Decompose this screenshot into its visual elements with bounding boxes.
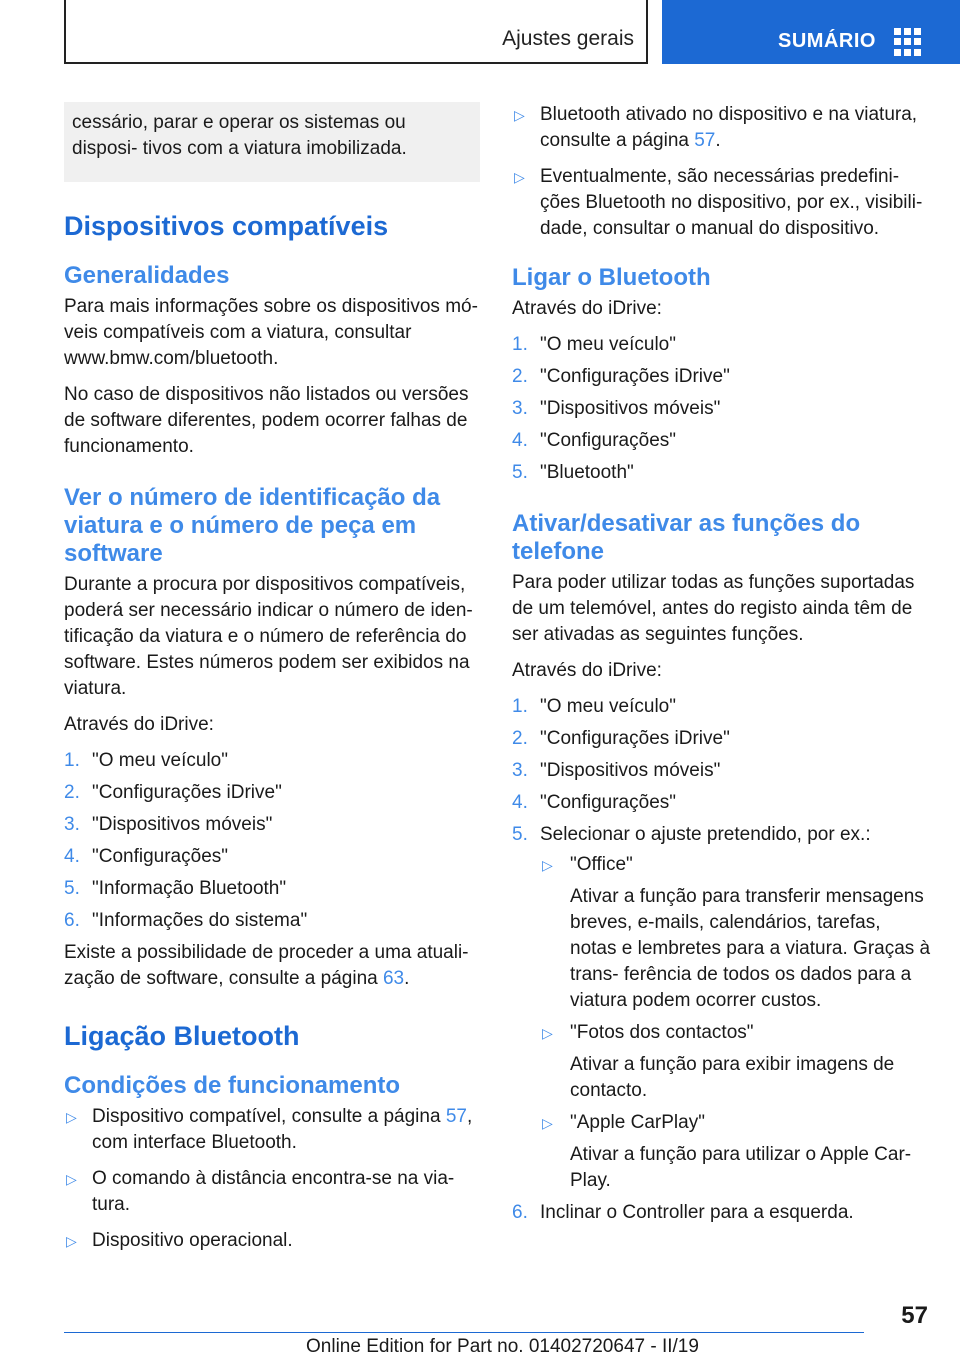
- page-link[interactable]: 63: [382, 968, 405, 989]
- paragraph: Para poder utilizar todas as funções suportadas de um telemóvel, antes do registo ainda têm de ser ativadas as seguintes funções.: [512, 572, 915, 645]
- section-header-box: [64, 0, 648, 64]
- list-item: 2. "Configurações iDrive": [512, 728, 730, 749]
- option-item: ▷ "Apple CarPlay" Ativar a função para utilizar o Apple Car- Play.: [542, 1112, 912, 1191]
- option-item: ▷ "Fotos dos contactos" Ativar a função para exibir imagens de contacto.: [542, 1022, 895, 1101]
- steps-list: [64, 748, 480, 934]
- list-item: ▷ O comando à distância encontra-se na via- tura.: [66, 1168, 455, 1215]
- conditions-list: [64, 1104, 480, 1254]
- paragraph: Através do iDrive:: [512, 660, 662, 681]
- triangle-right-icon: ▷: [66, 1233, 77, 1249]
- list-item: 4. "Configurações": [512, 430, 677, 451]
- grid-icon: [894, 28, 922, 56]
- triangle-right-icon: ▷: [542, 1115, 553, 1131]
- paragraph: Através do iDrive:: [512, 298, 662, 319]
- list-item: 3. "Dispositivos móveis": [64, 814, 273, 835]
- option-item: ▷ "Office" Ativar a função para transferir mensagens breves, e-mails, calendários, tarefas, notas e lembretes para a viatura. Graças à trans- ferência de todos os dados para a viatura podem ocorrer custos.: [542, 854, 931, 1011]
- triangle-right-icon: ▷: [542, 857, 553, 873]
- heading-identification: Ver o número de identificação da viatura e o número de peça em software: [64, 484, 441, 567]
- list-item: ▷ Eventualmente, são necessárias predefini- ções Bluetooth no dispositivo, por ex., visibili- dade, consultar o manual do dispositivo.: [514, 166, 923, 239]
- footer-edition: Online Edition for Part no. 01402720647 - II/19: [306, 1336, 699, 1357]
- contents-label: SUMÁRIO: [778, 30, 876, 52]
- list-item: 5. "Bluetooth": [512, 462, 634, 483]
- page-link[interactable]: 57: [694, 130, 716, 151]
- triangle-right-icon: ▷: [514, 169, 525, 185]
- conditions-list-continued: [512, 102, 932, 242]
- list-item: 3. "Dispositivos móveis": [512, 760, 721, 781]
- steps-list: [512, 332, 932, 486]
- heading-compatible-devices: Dispositivos compatíveis: [64, 211, 389, 241]
- heading-phone-functions: Ativar/desativar as funções do telefone: [512, 510, 861, 565]
- list-item: 2. "Configurações iDrive": [512, 366, 730, 387]
- paragraph: Durante a procura por dispositivos compatíveis, poderá ser necessário indicar o número de iden- tificação da viatura e o número de referência do software. Estes números podem ser exibidos na viatura.: [64, 574, 473, 699]
- list-item: 1. "O meu veículo": [512, 696, 676, 717]
- footer-divider: [64, 1332, 864, 1333]
- list-item: ▷ Dispositivo compatível, consulte a página 57, com interface Bluetooth.: [66, 1106, 473, 1153]
- contents-button[interactable]: [662, 0, 960, 64]
- page-header: [0, 0, 960, 66]
- left-column: [64, 102, 480, 1264]
- list-item: 4. "Configurações": [64, 846, 229, 867]
- right-column: [512, 102, 932, 1232]
- paragraph: No caso de dispositivos não listados ou versões de software diferentes, podem ocorrer falhas de funcionamento.: [64, 384, 469, 457]
- list-item: 5. "Informação Bluetooth": [64, 878, 287, 899]
- heading-conditions: Condições de funcionamento: [64, 1072, 401, 1099]
- list-item: 5. Selecionar o ajuste pretendido, por ex.: ▷ "Office" Ativar a função para transferir mensagens breves, e-mails, calendários, tarefas, notas e lembretes para a viatura. Graças à trans- ferência de todos os dados para a viatura podem ocorrer custos. ▷ "Fotos dos contactos" Ativar a função para exibir imagens de contacto. ▷ "Apple CarPlay" Ativar a função para utilizar o Apple Car- Play.: [512, 822, 932, 1194]
- triangle-right-icon: ▷: [66, 1171, 77, 1187]
- page-link[interactable]: 57: [445, 1106, 467, 1127]
- paragraph-update: Existe a possibilidade de proceder a uma atuali- zação de software, consulte a página 63.: [64, 942, 469, 989]
- heading-connect-bluetooth: Ligar o Bluetooth: [512, 264, 711, 291]
- list-item: 6. "Informações do sistema": [64, 910, 308, 931]
- list-item: 6. Inclinar o Controller para a esquerda.: [512, 1202, 854, 1223]
- paragraph: Através do iDrive:: [64, 714, 214, 735]
- list-item: 1. "O meu veículo": [64, 750, 228, 771]
- paragraph: Para mais informações sobre os dispositivos mó- veis compatíveis com a viatura, consultar www.bmw.com/bluetooth.: [64, 296, 478, 369]
- continued-note: cessário, parar e operar os sistemas ou disposi- tivos com a viatura imobilizada.: [64, 102, 480, 182]
- triangle-right-icon: ▷: [66, 1109, 77, 1125]
- list-item: ▷ Dispositivo operacional.: [64, 1228, 480, 1254]
- options-list: [540, 852, 932, 1194]
- list-item: 1. "O meu veículo": [512, 334, 676, 355]
- list-item: 2. "Configurações iDrive": [64, 782, 282, 803]
- heading-bluetooth-connection: Ligação Bluetooth: [64, 1021, 300, 1051]
- triangle-right-icon: ▷: [542, 1025, 553, 1041]
- list-item: 4. "Configurações": [512, 792, 677, 813]
- triangle-right-icon: ▷: [514, 107, 525, 123]
- heading-general: Generalidades: [64, 262, 230, 289]
- list-item: 3. "Dispositivos móveis": [512, 398, 721, 419]
- list-item: ▷ Bluetooth ativado no dispositivo e na viatura, consulte a página 57.: [514, 104, 918, 151]
- steps-list: [512, 694, 932, 1226]
- section-title: Ajustes gerais: [502, 27, 634, 50]
- page-number: 57: [901, 1302, 928, 1329]
